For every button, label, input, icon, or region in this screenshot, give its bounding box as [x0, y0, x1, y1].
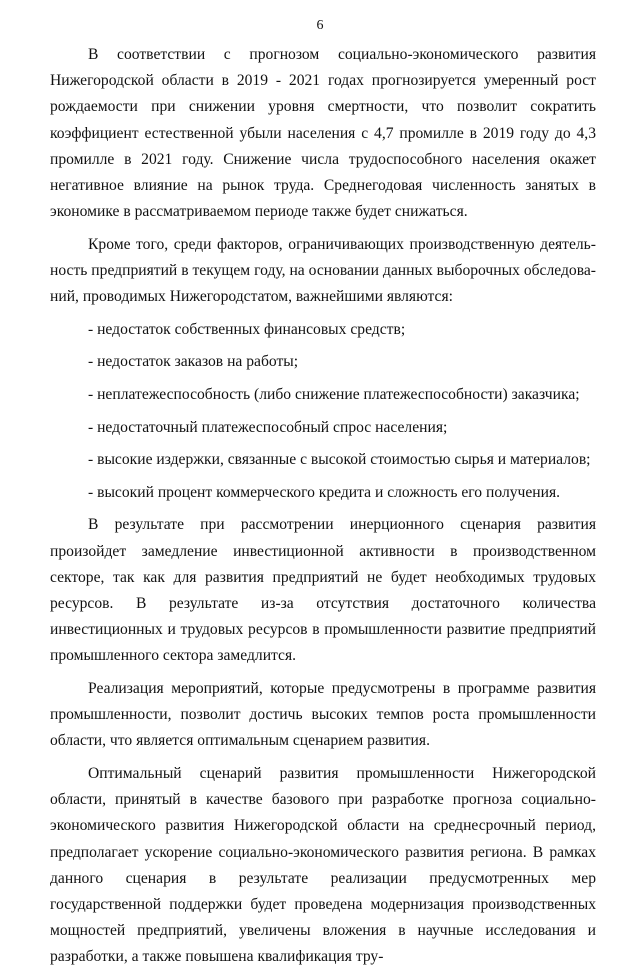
list-item: - недостаток собственных финансовых средств;	[88, 320, 406, 338]
list-item: - высокие издержки, связанные с высокой стоимостью сырья и материалов;	[88, 451, 591, 469]
paragraph-demographic-forecast: В соответствии с прогнозом социально-экономического развития Нижегородской области в 2019 - 2021 годах прогнозируется умеренный рост рождаемости при снижении уровня смертности, что позволит сократить коэффициент естественной убыли населения с 4,7 промилле в 2019 году до 4,3 промилле в 2021 году. Снижение числа трудоспособного населения окажет негативное влияние на рынок труда. Среднегодовая численность занятых в экономике в рассматриваемом периоде также будет снижаться.	[50, 46, 596, 221]
list-item: - высокий процент коммерческого кредита и сложность его получения.	[88, 483, 561, 501]
paragraph-optimal-scenario: Оптимальный сценарий развития промышленности Нижегородской области, принятый в качестве базового при разработке прогноза социально-экономического развития Нижегородской области на среднесрочный период, предполагает ускорение социально-экономического развития региона. В рамках данного сценария в результате реализации предусмотренных мер государственной поддержки будет проведена модернизация производственных мощностей предприятий, увеличены вложения в научные исследования и разработки, а также повышена квалификация тру-	[50, 764, 596, 966]
list-item: - недостаточный платежеспособный спрос населения;	[88, 418, 448, 436]
paragraph-limiting-factors-intro: Кроме того, среди факторов, ограничивающих производственную деятельность предприятий в текущем году, на основании данных выборочных обследований, проводимых Нижегородстатом, важнейшими являются:	[50, 235, 596, 306]
paragraph-program-implementation: Реализация мероприятий, которые предусмотрены в программе развития промышленности, позволит достичь высоких темпов роста промышленности области, что является оптимальным сценарием развития.	[50, 679, 596, 750]
page-number: 6	[316, 18, 324, 33]
document-body	[50, 42, 596, 977]
paragraph-inertial-scenario: В результате при рассмотрении инерционного сценария развития произойдет замедление инвестиционной активности в производственном секторе, так как для развития предприятий не будет необходимых трудовых ресурсов. В результате из-за отсутствия достаточного количества инвестиционных и трудовых ресурсов в промышленности развитие предприятий промышленного сектора замедлится.	[50, 516, 596, 665]
list-item: - недостаток заказов на работы;	[88, 353, 299, 371]
limiting-factors-list	[50, 317, 596, 506]
list-item: - неплатежеспособность (либо снижение платежеспособности) заказчика;	[88, 386, 580, 403]
